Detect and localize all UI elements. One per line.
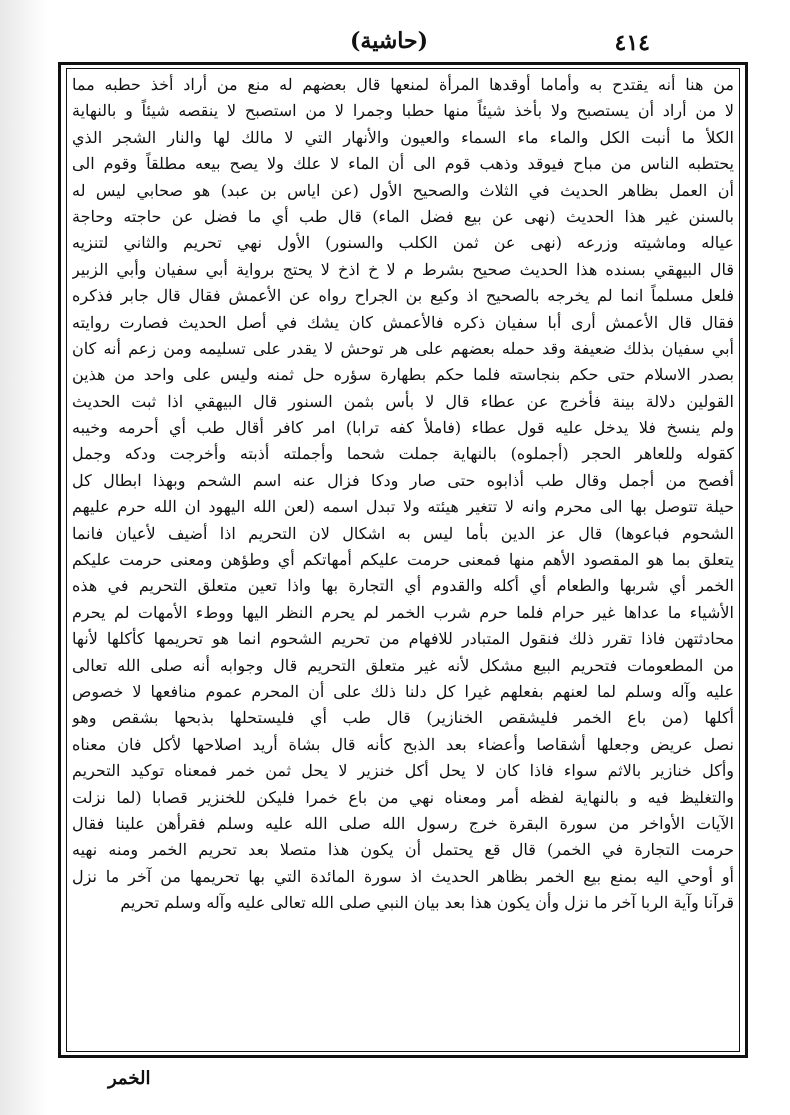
text-line: أكلها (من باع الخمر فليشقص الخنازير) قال طب أي فليستحلها بذبحها بشقص وهو [72,708,734,728]
text-line: نصل عريض وجعلها أشقاصا وأعضاء بعد الذبح كأنه قال بشاة أريد اصلاحها لأكل فان معناه [72,734,734,754]
text-line: بالسنن غير هذا الحديث (نهى عن بيع فضل الماء) قال طب أي ما فضل عن حاجته وحاجة [72,206,734,226]
text-line: فقال قال الأعمش أرى أبا سفيان ذكره فالأعمش كان يشك في أصل الحديث فصارت روايته [72,312,734,332]
page-number: ٤١٤ [614,30,650,56]
text-line: من هنا أنه يقتدح به وأماما أوقدها المرأة لمنعها قال بعضهم له منع من أراد أخذ حطبه مما [72,75,734,94]
text-line: الأشياء ما عداها غير حرام فلما حرم شرب الخمر لم يحرم النظر اليها ووطء الأمهات لم يحرم [72,602,734,622]
page-title: (حاشية) [350,28,428,54]
text-line: بصدر الاسلام حتى حكم بنجاسته فلما حكم بطهارة سؤره حل ثمنه وليس على واحد من هذين [72,365,734,385]
text-line: الآيات الأواخر من سورة البقرة خرج رسول الله صلى الله عليه وسلم فقرأهن علينا فقال [72,813,734,833]
text-line: أن العمل بظاهر الحديث في الثلاث والصحيح الأول (عن اياس بن عبد) هو صحابي ليس له [72,180,734,200]
text-line: الكلأ ما أنبت الكل والماء ماء السماء والعيون والأنهار التي لا مالك لها والنار الشجر الذي [72,127,734,147]
text-line: فلعل مسلماً انما لم يخرجه بالصحيح اذ وكيع بن الجراح رواه عن الأعمش فقال قال جابر فذكره [72,286,734,306]
text-line: يحتطبه الناس من مباح فيوقد وذهب قوم الى أن الماء لا علك ولا يصح بيعه مطلقاً وقوم الى [72,154,734,174]
text-line: محادثتهن فاذا تقرر ذلك فنقول المتبادر للافهام من تحريم الشحوم انما هو تحريمها كأكلها لأنها [72,629,734,649]
text-line: وأكل خنازير بالاثم سواء فاذا كان لا يحل أكل خنزير لا يحل ثمن خمر فمعناه توكيد التحريم [72,761,734,781]
page-header [0,0,790,62]
text-line: حيلة تتوصل بها الى محرم وانه لا تتغير هيئته ولا تبدل اسمه (لعن الله اليهود ان الله حرم عليهم [72,497,734,517]
text-line: أو أوحي اليه بمنع بيع الخمر بظاهر الحديث اذ سورة المائدة التي بها تحريمها من آخر ما نزل [72,866,734,886]
text-line: من المطعومات فتحريم البيع مشكل لأنه غير متعلق التحريم قال وجوابه أنه صلى الله تعالى [72,655,734,675]
text-line: عليه وآله وسلم لما لعنهم بفعلهم غيرا كل دلنا ذلك على أن المحرم عموم منافعها لا خصوص [72,681,734,701]
text-line: أفصح من أجمل وقال طب أذابوه حتى صار ودكا فزال عنه اسم الشحم وبهذا ابطال كل [72,470,734,490]
text-line: الخمر أي شربها والطعام أي أكله والقدوم أي التجارة بها واذا تعين متعلق التحريم في هذه [72,576,734,596]
text-line: عياله وماشيته وزرعه (نهى عن ثمن الكلب والسنور) الأول نهي تحريم والثاني لتنزيه [72,233,734,253]
text-line: كقوله وللعاهر الحجر (أجملوه) بالنهاية جملت شحما وأجملته أذبته وأخرجت ودكه وجمل [72,444,734,464]
text-line: حرمت التجارة في الخمر) قال قع يحتمل أن يكون هذا متصلا بعد تحريم الخمر ومنه نهيه [72,840,734,860]
text-line: والتغليظ فيه و بالنهاية لفظه أمر ومعناه نهي من باع خمرا فليكن للخنزير قصابا (لما نزلت [72,787,734,807]
text-line: يتعلق بما هو المقصود الأهم منها فمعنى حرمت عليكم أمهاتكم أي وطؤهن ومعنى حرمت عليكم [72,550,734,570]
page-edge-shadow [0,0,48,1115]
text-line: لا من أراد أن يستصبح ولا بأخذ شيئاً منها حطبا وجمرا لا من استصبح لا ينقصه شيئاً و بالنهاية [72,101,734,121]
body-text [72,72,734,1048]
text-line: قرآنا وآية الربا آخر ما نزل وأن يكون هذا بعد بيان النبي صلى الله تعالى عليه وآله وسلم تحريم [120,893,734,913]
text-line: قال البيهقي بسنده هذا الحديث صحيح بشرط م لا خ اذخ لا يحتج برواية أبي سفيان وأبي الزبير [72,259,734,279]
text-line: أبي سفيان بذلك ضعيفة وقد حمله بعضهم على هر توحش لا يقدر على تسليمه ومن زعم أنه كان [72,338,734,358]
text-line: ولم ينسخ فلا يدخل عليه قول عطاء (فاملأ كفه ترابا) امر كافر أقال طب أي أحرمه وخيبه [72,418,734,438]
catchword: الخمر [108,1068,151,1089]
text-line: القولين دلالة بينة فأخرج عن عطاء قال لا بأس بثمن السنور قال البيهقي اذا ثبت الحديث [72,391,734,411]
text-line: الشحوم فباعوها) قال عز الدين بأما ليس به اشكال لان التحريم اذا أضيف لأعيان فانما [72,523,734,543]
